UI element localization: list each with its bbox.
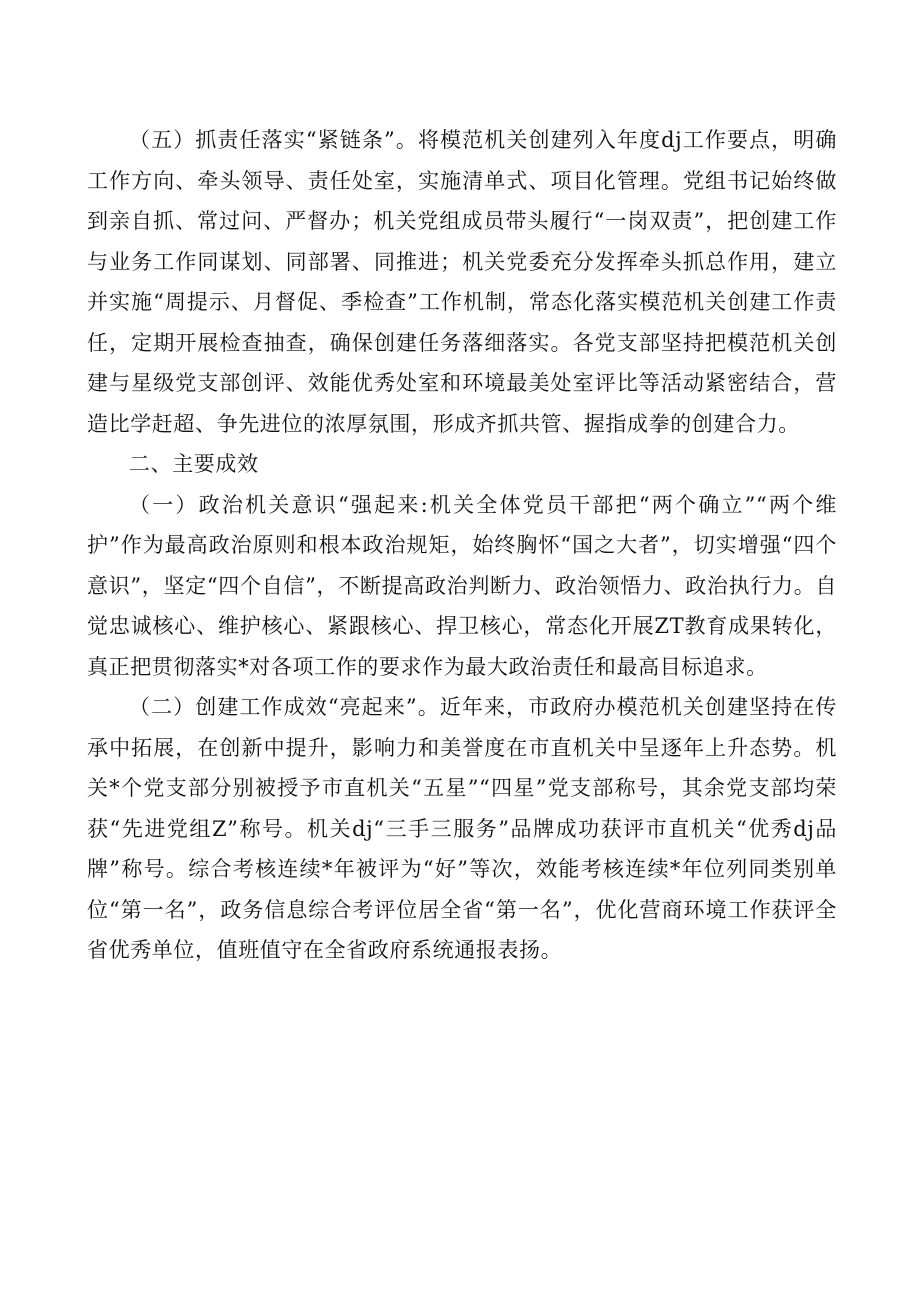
document-body [87,120,837,971]
paragraph-section-five: （五）抓责任落实“紧链条”。将模范机关创建列入年度dj工作要点，明确工作方向、牵头领导、责任处室，实施清单式、项目化管理。党组书记始终做到亲自抓、常过问、严督办；机关党组成员带头履行“一岗双责”，把创建工作与业务工作同谋划、同部署、同推进；机关党委充分发挥牵头抓总作用，建立并实施“周提示、月督促、季检查”工作机制，常态化落实模范机关创建工作责任，定期开展检查抽查，确保创建任务落细落实。各党支部坚持把模范机关创建与星级党支部创评、效能优秀处室和环境最美处室评比等活动紧密结合，营造比学赶超、争先进位的浓厚氛围，形成齐抓共管、握指成拳的创建合力。 [87,128,837,436]
paragraph-section-one: （一）政治机关意识“强起来:机关全体党员干部把“两个确立”“两个维护”作为最高政治原则和根本政治规矩，始终胸怀“国之大者”，切实增强“四个意识”，坚定“四个自信”，不断提高政治判断力、政治领悟力、政治执行力。自觉忠诚核心、维护核心、紧跟核心、捍卫核心，常态化开展ZT教育成果转化，真正把贯彻落实*对各项工作的要求作为最大政治责任和最高目标追求。 [87,492,837,679]
heading-main-results: 二、主要成效 [129,452,259,476]
paragraph-section-two: （二）创建工作成效“亮起来”。近年来，市政府办模范机关创建坚持在传承中拓展，在创新中提升，影响力和美誉度在市直机关中呈逐年上升态势。机关*个党支部分别被授予市直机关“五星”“四星”党支部称号，其余党支部均荣获“先进党组Z”称号。机关dj“三手三服务”品牌成功获评市直机关“优秀dj品牌”称号。综合考核连续*年被评为“好”等次，效能考核连续*年位列同类别单位“第一名”，政务信息综合考评位居全省“第一名”，优化营商环境工作获评全省优秀单位，值班值守在全省政府系统通报表扬。 [87,695,837,962]
